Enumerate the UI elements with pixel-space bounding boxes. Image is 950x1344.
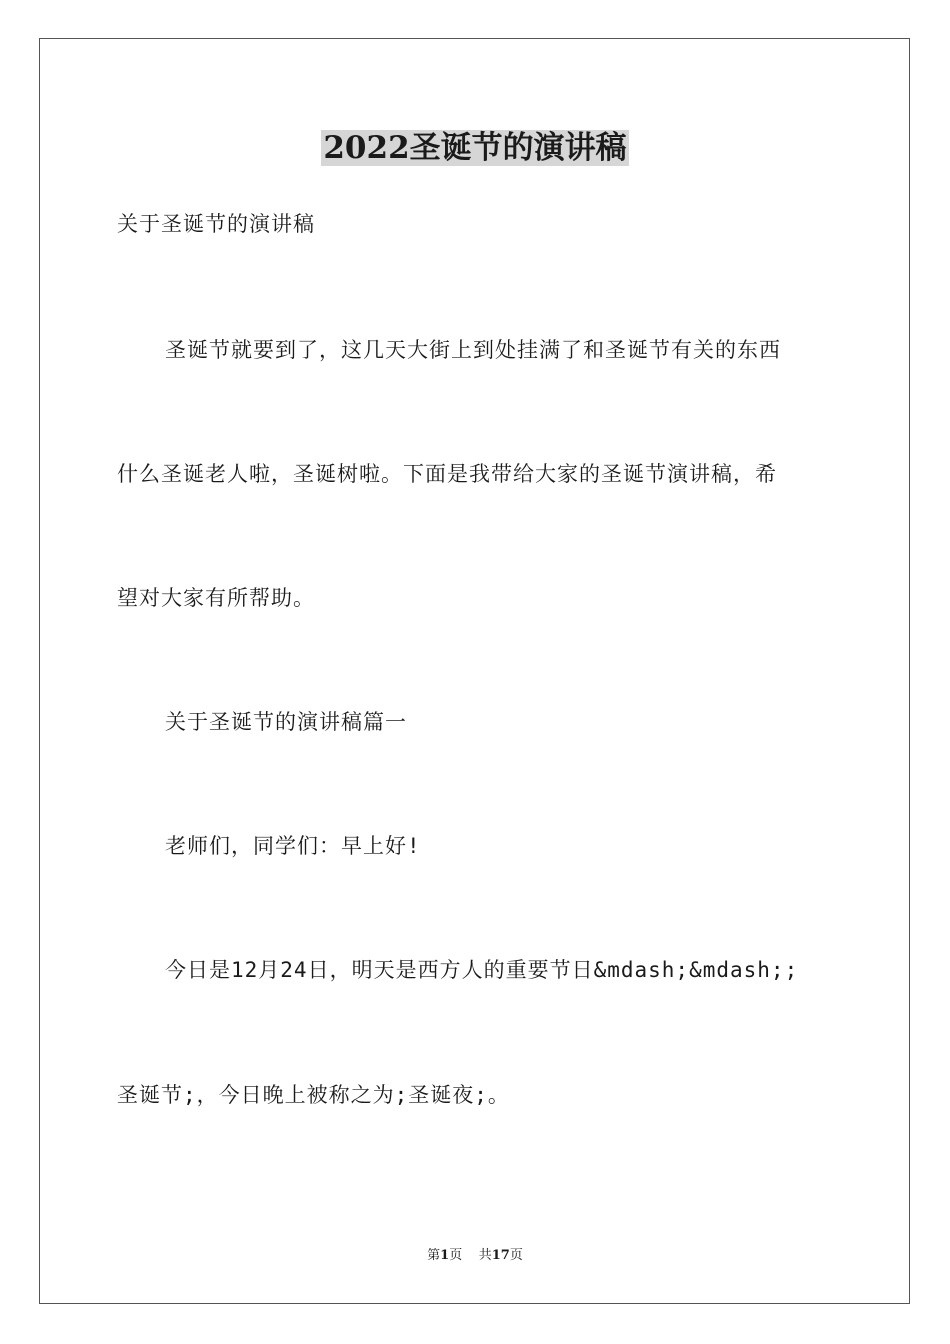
paragraph-line: 圣诞节;，今日晚上被称之为;圣诞夜;。 xyxy=(117,1083,510,1107)
footer-page-suffix: 页 xyxy=(449,1248,463,1263)
footer-total-pages: 17 xyxy=(491,1248,510,1263)
document-title-text: 2022圣诞节的演讲稿 xyxy=(323,130,627,166)
document-title xyxy=(0,124,950,172)
paragraph-line: 老师们，同学们：早上好! xyxy=(165,834,421,858)
footer-page-prefix: 第 xyxy=(427,1248,441,1263)
paragraph-line: 什么圣诞老人啦，圣诞树啦。下面是我带给大家的圣诞节演讲稿，希 xyxy=(117,462,777,486)
section-heading: 关于圣诞节的演讲稿篇一 xyxy=(165,710,407,734)
paragraph-line: 圣诞节就要到了，这几天大街上到处挂满了和圣诞节有关的东西 xyxy=(165,338,781,362)
paragraph-line: 望对大家有所帮助。 xyxy=(117,586,315,610)
footer-total-suffix: 页 xyxy=(509,1248,523,1263)
paragraph-line: 关于圣诞节的演讲稿 xyxy=(117,212,315,236)
footer-page-number: 1 xyxy=(440,1248,450,1263)
paragraph-line: 今日是12月24日，明天是西方人的重要节日&mdash;&mdash;; xyxy=(165,958,799,982)
footer-total-prefix: 共 xyxy=(478,1248,492,1263)
page-footer xyxy=(0,1246,950,1266)
